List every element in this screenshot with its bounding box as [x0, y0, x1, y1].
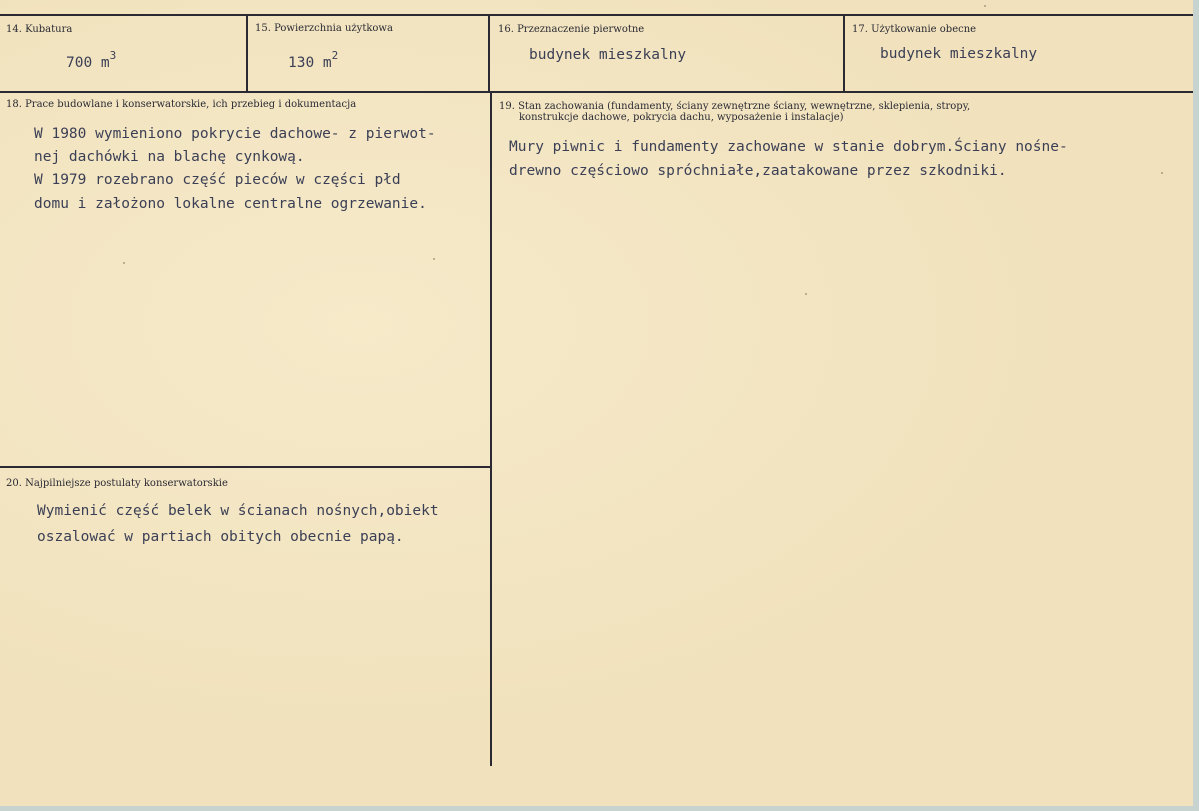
- center-vertical-rule: [490, 92, 492, 766]
- field-19-label-line-2: konstrukcje dachowe, pokrycia dachu, wyposażenie i instalacje): [519, 112, 844, 123]
- field-17-value: budynek mieszkalny: [880, 46, 1038, 62]
- field-15-number: 130 m: [288, 54, 332, 71]
- field-20-line-1: Wymienić część belek w ścianach nośnych,obiekt: [37, 503, 439, 519]
- top-row-bottom-rule: [0, 91, 1199, 93]
- scan-edge-bottom: [0, 806, 1199, 811]
- divider-15-16: [488, 14, 490, 92]
- field-14-number: 700 m: [66, 54, 110, 71]
- field-15-label: 15. Powierzchnia użytkowa: [255, 23, 393, 34]
- field-15-unit-exponent: 2: [331, 49, 339, 62]
- paper-speck: [805, 293, 807, 295]
- field-18-line-2: nej dachówki na blachę cynkową.: [34, 149, 305, 165]
- field-19-line-1: Mury piwnic i fundamenty zachowane w stanie dobrym.Ściany nośne-: [509, 139, 1068, 155]
- field-16-label: 16. Przeznaczenie pierwotne: [498, 24, 645, 35]
- scan-edge-right: [1193, 0, 1199, 811]
- rule-above-20: [0, 466, 491, 468]
- field-14-label: 14. Kubatura: [6, 24, 73, 35]
- paper-speck: [1161, 172, 1163, 174]
- field-17-label: 17. Użytkowanie obecne: [852, 24, 977, 35]
- field-19-line-2: drewno częściowo spróchniałe,zaatakowane przez szkodniki.: [509, 163, 1007, 179]
- divider-14-15: [246, 14, 248, 92]
- field-19-label-line-1: 19. Stan zachowania (fundamenty, ściany zewnętrzne ściany, wewnętrzne, sklepienia, stropy,: [499, 101, 971, 112]
- field-16-value: budynek mieszkalny: [529, 47, 687, 63]
- field-18-line-1: W 1980 wymieniono pokrycie dachowe- z pierwot-: [34, 126, 436, 142]
- top-rule: [0, 14, 1199, 16]
- field-18-label: 18. Prace budowlane i konserwatorskie, ich przebieg i dokumentacja: [6, 99, 357, 110]
- field-20-label: 20. Najpilniejsze postulaty konserwatorskie: [6, 478, 228, 489]
- divider-16-17: [843, 14, 845, 92]
- field-14-unit-exponent: 3: [109, 49, 117, 62]
- field-14-value: [66, 45, 116, 76]
- paper-speck: [433, 258, 435, 260]
- field-18-line-4: domu i założono lokalne centralne ogrzewanie.: [34, 196, 427, 212]
- field-15-value: [288, 45, 338, 76]
- field-18-line-3: W 1979 rozebrano część pieców w części płd: [34, 172, 401, 188]
- field-20-line-2: oszalować w partiach obitych obecnie papą.: [37, 529, 404, 545]
- paper-speck: [984, 5, 986, 7]
- paper-speck: [123, 262, 125, 264]
